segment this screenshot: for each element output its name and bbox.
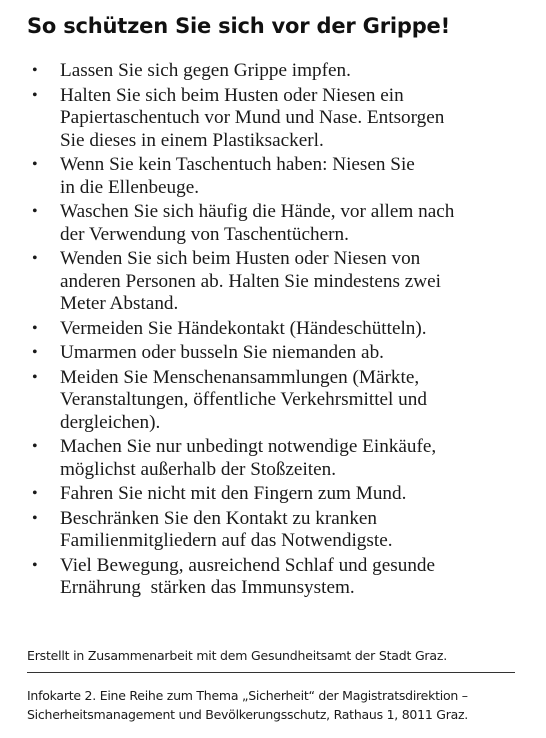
- item-line: Beschränken Sie den Kontakt zu kranken: [60, 507, 378, 529]
- item-line: Waschen Sie sich häufig die Hände, vor allem nach: [60, 201, 455, 222]
- item-line: Lassen Sie sich gegen Grippe impfen.: [60, 60, 351, 81]
- bullet-icon: •: [32, 344, 38, 361]
- list-item: [27, 508, 527, 553]
- item-line: Umarmen oder busseln Sie niemanden ab.: [60, 342, 384, 363]
- bullet-icon: •: [32, 250, 38, 267]
- infokarte-line: Sicherheitsmanagement und Bevölkerungsschutz, Rathaus 1, 8011 Graz.: [27, 707, 469, 722]
- page-title: So schützen Sie sich vor der Grippe!: [27, 14, 450, 38]
- item-line: Wenden Sie sich beim Husten oder Niesen von: [60, 248, 421, 269]
- item-line: in die Ellenbeuge.: [60, 176, 200, 198]
- list-item: [27, 248, 527, 316]
- list-item: [27, 555, 527, 600]
- item-line: möglichst außerhalb der Stoßzeiten.: [60, 458, 337, 480]
- item-line: der Verwendung von Taschentüchern.: [60, 223, 349, 245]
- bullet-icon: •: [32, 62, 38, 79]
- item-line: Fahren Sie nicht mit den Fingern zum Mund.: [60, 483, 407, 504]
- item-line: Vermeiden Sie Händekontakt (Händeschütteln).: [60, 317, 427, 339]
- infokarte-line: Infokarte 2. Eine Reihe zum Thema „Sicherheit“ der Magistratsdirektion –: [27, 688, 468, 703]
- item-line: Wenn Sie kein Taschentuch haben: Niesen Sie: [60, 154, 415, 175]
- item-line: Papiertaschentuch vor Mund und Nase. Entsorgen: [60, 107, 445, 128]
- item-line: Meiden Sie Menschenansammlungen (Märkte,: [60, 366, 420, 388]
- list-item: [27, 436, 527, 481]
- footer-note: Erstellt in Zusammenarbeit mit dem Gesundheitsamt der Stadt Graz.: [27, 648, 447, 663]
- list-item: [27, 201, 527, 246]
- item-line: Sie dieses in einem Plastiksackerl.: [60, 129, 324, 151]
- list-item: [27, 318, 527, 341]
- bullet-icon: •: [32, 438, 38, 455]
- list-item: [27, 483, 527, 506]
- list-item: [27, 85, 527, 153]
- bullet-icon: •: [32, 509, 38, 527]
- item-line: dergleichen).: [60, 411, 161, 433]
- bullet-icon: •: [32, 86, 38, 104]
- bullet-icon: •: [32, 203, 38, 220]
- item-line: Ernährung stärken das Immunsystem.: [60, 577, 355, 598]
- item-line: Halten Sie sich beim Husten oder Niesen ein: [60, 84, 404, 106]
- list-item: [27, 367, 527, 435]
- list-item: [27, 60, 527, 83]
- list-item: [27, 154, 527, 199]
- item-line: anderen Personen ab. Halten Sie mindestens zwei: [60, 270, 441, 292]
- divider: [27, 672, 515, 673]
- item-line: Familienmitgliedern auf das Notwendigste.: [60, 530, 393, 551]
- tips-list: [27, 60, 527, 602]
- list-item: [27, 342, 527, 365]
- bullet-icon: •: [32, 319, 38, 337]
- item-line: Veranstaltungen, öffentliche Verkehrsmittel und: [60, 389, 427, 410]
- item-line: Meter Abstand.: [60, 293, 179, 314]
- item-line: Machen Sie nur unbedingt notwendige Einkäufe,: [60, 436, 437, 457]
- item-line: Viel Bewegung, ausreichend Schlaf und gesunde: [60, 554, 436, 576]
- bullet-icon: •: [32, 485, 38, 502]
- bullet-icon: •: [32, 368, 38, 386]
- infokarte-text: [27, 686, 527, 724]
- bullet-icon: •: [32, 556, 38, 574]
- bullet-icon: •: [32, 156, 38, 173]
